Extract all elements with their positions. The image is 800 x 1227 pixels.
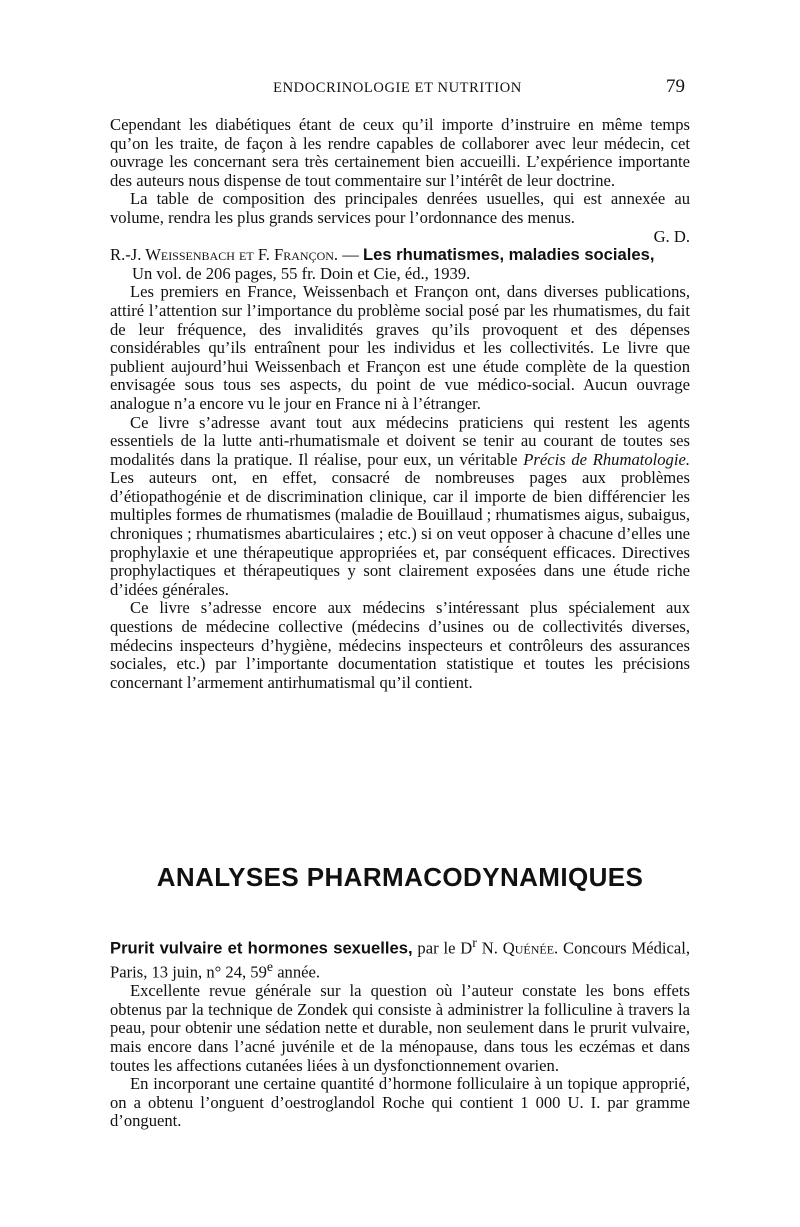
review-paragraph: La table de composition des principales denrées usuelles, qui est annexée au volume, rendra les plus grands services pour l’ordonnance des menus. — [110, 189, 690, 227]
analysis-reference — [110, 934, 690, 982]
section-heading: ANALYSES PHARMACODYNAMIQUES — [156, 862, 644, 892]
analysis-paragraph: En incorporant une certaine quantité d’hormone folliculaire à un topique approprié, on a obtenu l’onguent d’oestroglandol Roche qui contient 1 000 U. I. par gramme d’onguent. — [110, 1074, 690, 1131]
review-paragraph — [110, 414, 690, 600]
page-number: 79 — [666, 76, 685, 97]
reference-superscript: e — [266, 959, 274, 975]
reference-text: par le D — [412, 938, 473, 958]
review-paragraph: Cependant les diabétiques étant de ceux qu’il importe d’instruire en même temps qu’on les traite, de façon à les rendre capables de collaborer avec leur médecin, cet ouvrage les concernant sera très certainement bien accueilli. L’expérience importante des auteurs nous dispense de tout commentaire sur l’intérêt de leur doctrine. — [110, 115, 690, 190]
book-authors: R.-J. Weissenbach et F. Françon. — [110, 245, 339, 265]
book-title: Les rhumatismes, maladies sociales, — [362, 245, 655, 265]
page-header — [110, 78, 685, 102]
reference-superscript: r — [472, 935, 477, 950]
book-reference — [110, 246, 690, 265]
review-paragraph: Ce livre s’adresse encore aux médecins s’intéressant plus spécialement aux questions de médecine collective (médecins d’usines ou de collectivités diverses, médecins inspecteurs d’hygiène, médecins inspecteurs et contrôleurs des assurances sociales, etc.) par l’importante documentation statistique et toutes les précisions concernant l’armement antirhumatismal qu’il contient. — [110, 598, 690, 692]
running-title: ENDOCRINOLOGIE ET NUTRITION — [273, 80, 522, 96]
analysis-author: N. Quénée. — [476, 938, 559, 958]
analysis-paragraph: Excellente revue générale sur la question où l’auteur constate les bons effets obtenus par la technique de Zondek qui consiste à administrer la folliculine à travers la peau, pour obtenir une sédation nette et durable, non seulement dans le prurit vulvaire, mais encore dans l’acné juvénile et de la ménopause, dans tous les eczémas et dans toutes les affections cutanées liées à un dysfonctionnement ovarien. — [110, 981, 690, 1075]
book-title-italic: Précis de Rhumatologie. — [523, 449, 690, 469]
reference-text: année. — [273, 962, 321, 982]
reviews-body — [110, 116, 690, 692]
review-signature: G. D. — [653, 226, 690, 246]
paragraph-text: Ce livre s’adresse avant tout aux médecins praticiens qui restent les agents essentiels de la lutte anti-rhumatismale et doivent se tenir au courant de toutes ses modalités dans la pratique. Il réalise, pour eux, un véritable — [110, 412, 690, 469]
review-paragraph: Les premiers en France, Weissenbach et Françon ont, dans diverses publications, attiré l’attention sur l’importance du problème social posé par les rhumatismes, du fait de leur fréquence, des invalidités graves qu’ils provoquent et des dépenses considérables qu’ils entraînent pour les individus et les collectivités. Le livre que publient aujourd’hui Weissenbach et Françon est une étude complète de la question envisagée sous tous ses aspects, du point de vue médico-social. Aucun ouvrage analogue n’a encore vu le jour en France ni à l’étranger. — [110, 282, 690, 413]
analysis-title: Prurit vulvaire et hormones sexuelles, — [110, 938, 413, 958]
reference-dash: — — [338, 245, 363, 265]
book-details: Un vol. de 206 pages, 55 fr. Doin et Cie, éd., 1939. — [132, 263, 471, 283]
reference-source: Concours Médical, Paris, 13 juin, n° 24, 59 — [110, 938, 691, 982]
paragraph-text: Les auteurs ont, en effet, consacré de nombreuses pages aux problèmes d’étiopathogénie et de discrimination clinique, car il importe de bien différencier les multiples formes de rhumatismes (maladie de Bouillaud ; rhumatismes aigus, subaigus, chroniques ; rhumatismes abarticulaires ; etc.) si on veut opposer à chacune d’elles une prophylaxie et une thérapeutique appropriées et, par conséquent efficaces. Directives prophylactiques et thérapeutiques y sont clairement exposées dans une étude riche d’idées générales. — [110, 468, 690, 599]
analyses-body — [110, 934, 690, 1131]
